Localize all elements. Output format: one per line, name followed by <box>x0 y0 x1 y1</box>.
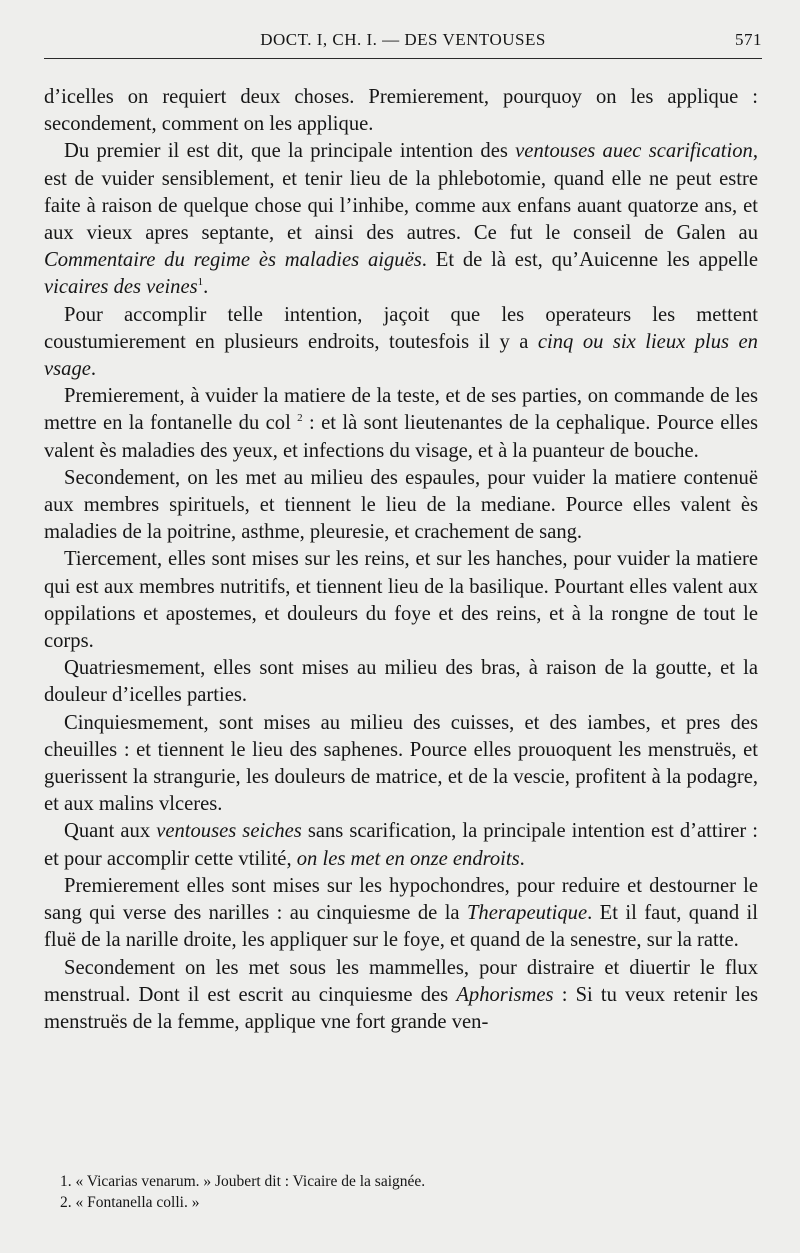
italic-text: on les met en onze endroits <box>296 847 520 870</box>
text-run: Secondement, on les met au milieu des espaules, pour vuider la matiere contenuë aux membres spirituels, et tiennent le lieu de la mediane. Pource elles valent ès maladies de la poitrine, asthme, pleuresie, et crachement de sang. <box>44 466 758 544</box>
text-run: Tiercement, elles sont mises sur les reins, et sur les hanches, pour vuider la matiere qui est aux membres nutritifs, et tiennent lieu de la basilique. Pourtant elles valent aux oppilations et apostemes, et douleurs du foye et des reins, et à la rongne de tout le corps. <box>44 548 758 653</box>
footnote: 2. « Fontanella colli. » <box>60 1194 200 1211</box>
text-run: . <box>203 276 209 299</box>
running-header <box>44 26 762 59</box>
text-run: Pour accomplir telle intention, jaçoit que les operateurs les mettent coustumierement en plusieurs endroits, toutesfois il y a <box>44 303 758 353</box>
text-run: sans scarification, la principale intention est d’attirer : et pour accomplir cette vtilité, <box>44 820 758 870</box>
paragraph <box>44 302 758 384</box>
text-run: , est de vuider sensiblement, et tenir lieu de la phlebotomie, quand elle ne peut estre faite à raison de quelque chose qui l’inhibe, comme aux enfans auant quatorze ans, et aux vieux apres septante, et ainsi des autres. Ce fut le conseil de Galen au <box>44 140 759 245</box>
italic-text: ventouses auec scarification <box>515 140 753 163</box>
paragraph <box>44 465 758 547</box>
paragraph <box>44 955 758 1037</box>
text-run: . <box>519 847 525 870</box>
running-title: DOCT. I, CH. I. — DES VENTOUSES <box>260 30 546 49</box>
text-run: Premierement elles sont mises sur les hypochondres, pour reduire et destourner le sang qui verse des narilles : au cinquiesme de la <box>44 874 758 925</box>
text-run: Secondement on les met sous les mammelles, pour distraire et diuertir le flux menstrual. Dont il est escrit au cinquiesme des <box>44 956 758 1006</box>
text-run: : et là sont lieutenantes de la cephalique. Pource elles valent ès maladies des yeux, et infections du visage, et à la puanteur de bouche. <box>44 412 758 462</box>
paragraph <box>44 655 758 709</box>
footnote-ref: 2 <box>297 412 303 425</box>
paragraph <box>44 710 758 819</box>
text-run: . Et de là est, qu’Auicenne les appelle <box>421 249 758 272</box>
text-run: Du premier il est dit, que la principale intention des <box>64 140 516 163</box>
italic-text: Therapeutique <box>466 902 588 925</box>
footnotes <box>60 1171 760 1213</box>
italic-text: ventouses seiches <box>156 820 302 843</box>
footnote: 1. « Vicarias venarum. » Joubert dit : Vicaire de la saignée. <box>60 1173 426 1190</box>
text-run: . Et il faut, quand il fluë de la narille droite, les appliquer sur le foye, et quand de la senestre, sur la ratte. <box>44 902 758 952</box>
footnote-ref: 1 <box>197 276 204 289</box>
italic-text: Aphorismes <box>456 983 554 1006</box>
paragraph <box>44 873 758 955</box>
paragraph <box>44 383 758 465</box>
paragraph <box>44 138 758 301</box>
page-number: 571 <box>735 30 762 49</box>
paragraph <box>44 818 758 872</box>
body-text <box>44 84 758 1036</box>
text-run: : Si tu veux retenir les menstruës de la femme, applique vne fort grande ven- <box>44 983 758 1033</box>
italic-text: vicaires des veines <box>44 276 198 299</box>
paragraph <box>44 546 758 655</box>
text-run: Premierement, à vuider la matiere de la teste, et de ses parties, on commande de les mettre en la fontanelle du col <box>44 385 758 435</box>
text-run: d’icelles on requiert deux choses. Premierement, pourquoy on les applique : secondement, comment on les applique. <box>44 86 758 136</box>
text-run: Quant aux <box>64 820 157 843</box>
italic-text: cinq ou six lieux plus en vsage <box>44 330 758 381</box>
paragraph <box>44 84 758 138</box>
italic-text: Commentaire du regime ès maladies aiguës <box>44 249 422 272</box>
text-run: Cinquiesmement, sont mises au milieu des cuisses, et des iambes, et pres des cheuilles : et tiennent le lieu des saphenes. Pource elles prouoquent les menstruës, et guerissent la strangurie, les douleurs de matrice, et de la vescie, profitent à la podagre, et aux malins vlceres. <box>44 711 758 816</box>
text-run: Quatriesmement, elles sont mises au milieu des bras, à raison de la goutte, et la douleur d’icelles parties. <box>44 657 758 707</box>
text-run: . <box>90 358 97 381</box>
